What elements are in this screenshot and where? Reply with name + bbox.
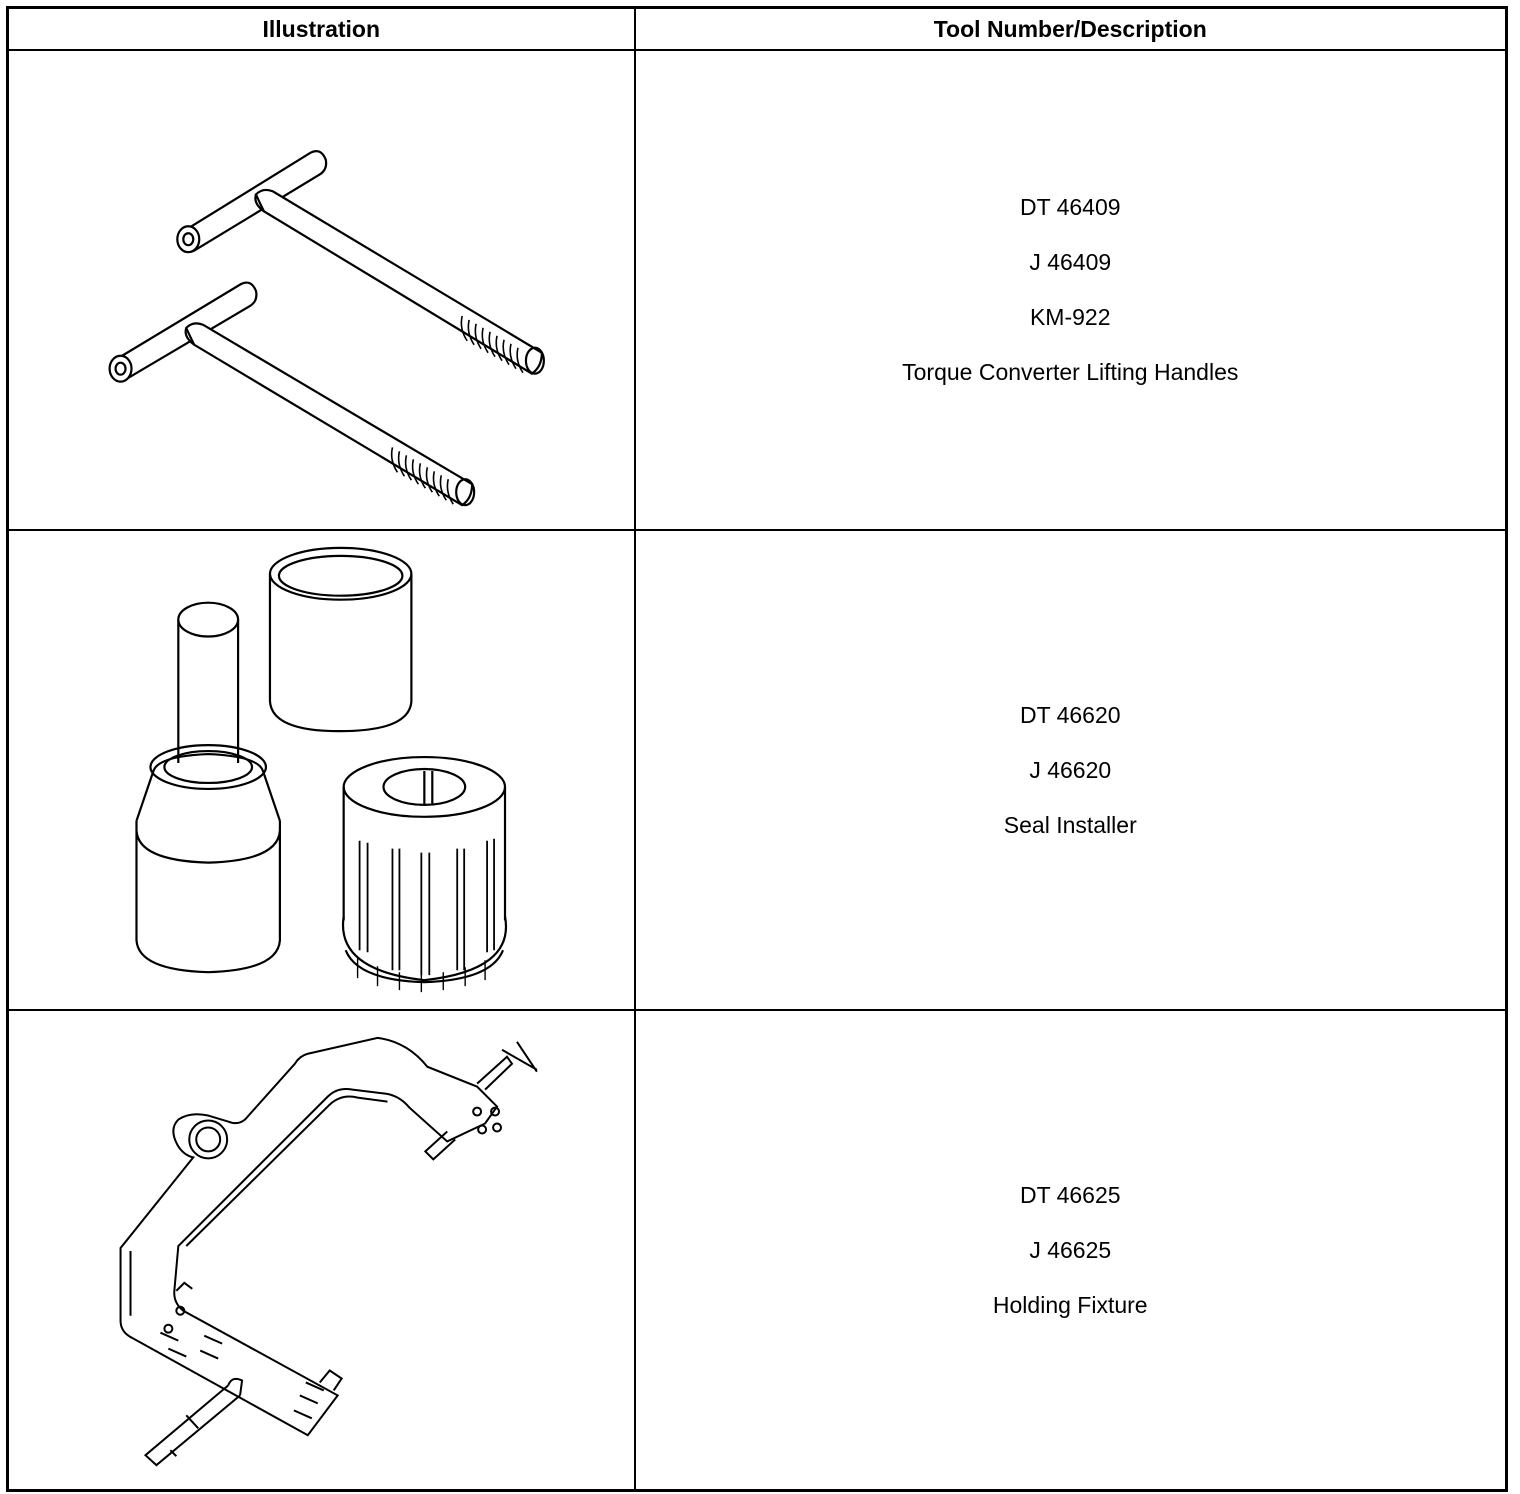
tool-number-dt: DT 46409: [1019, 194, 1121, 220]
seal-installer-drawing: [9, 531, 634, 1009]
tools-table: [6, 6, 1508, 1492]
tool-number-j: J 46409: [1029, 249, 1112, 275]
table-row: [8, 1010, 1507, 1491]
tool-description: Seal Installer: [1003, 811, 1137, 838]
illustration-cell: [8, 530, 635, 1010]
tool-number-j: J 46620: [1029, 756, 1112, 783]
tool-description: Holding Fixture: [992, 1291, 1148, 1318]
torque-converter-lifting-handles-drawing: [9, 51, 634, 529]
table-row: [8, 530, 1507, 1010]
header-tool-number-description: Tool Number/Description: [635, 8, 1507, 51]
tool-number-dt: DT 46625: [1019, 1181, 1121, 1208]
table-row: [8, 50, 1507, 530]
illustration-cell: [8, 50, 635, 530]
tool-number-j: J 46625: [1029, 1236, 1112, 1263]
holding-fixture-drawing: [9, 1011, 634, 1489]
description-cell: [635, 1010, 1507, 1491]
tool-number-dt: DT 46620: [1019, 701, 1121, 728]
header-row: [8, 8, 1507, 51]
header-illustration: Illustration: [8, 8, 635, 51]
tool-number-km: KM-922: [1029, 304, 1111, 330]
illustration-cell: [8, 1010, 635, 1491]
description-cell: [635, 530, 1507, 1010]
description-cell: [635, 50, 1507, 530]
tool-description: Torque Converter Lifting Handles: [902, 359, 1239, 385]
